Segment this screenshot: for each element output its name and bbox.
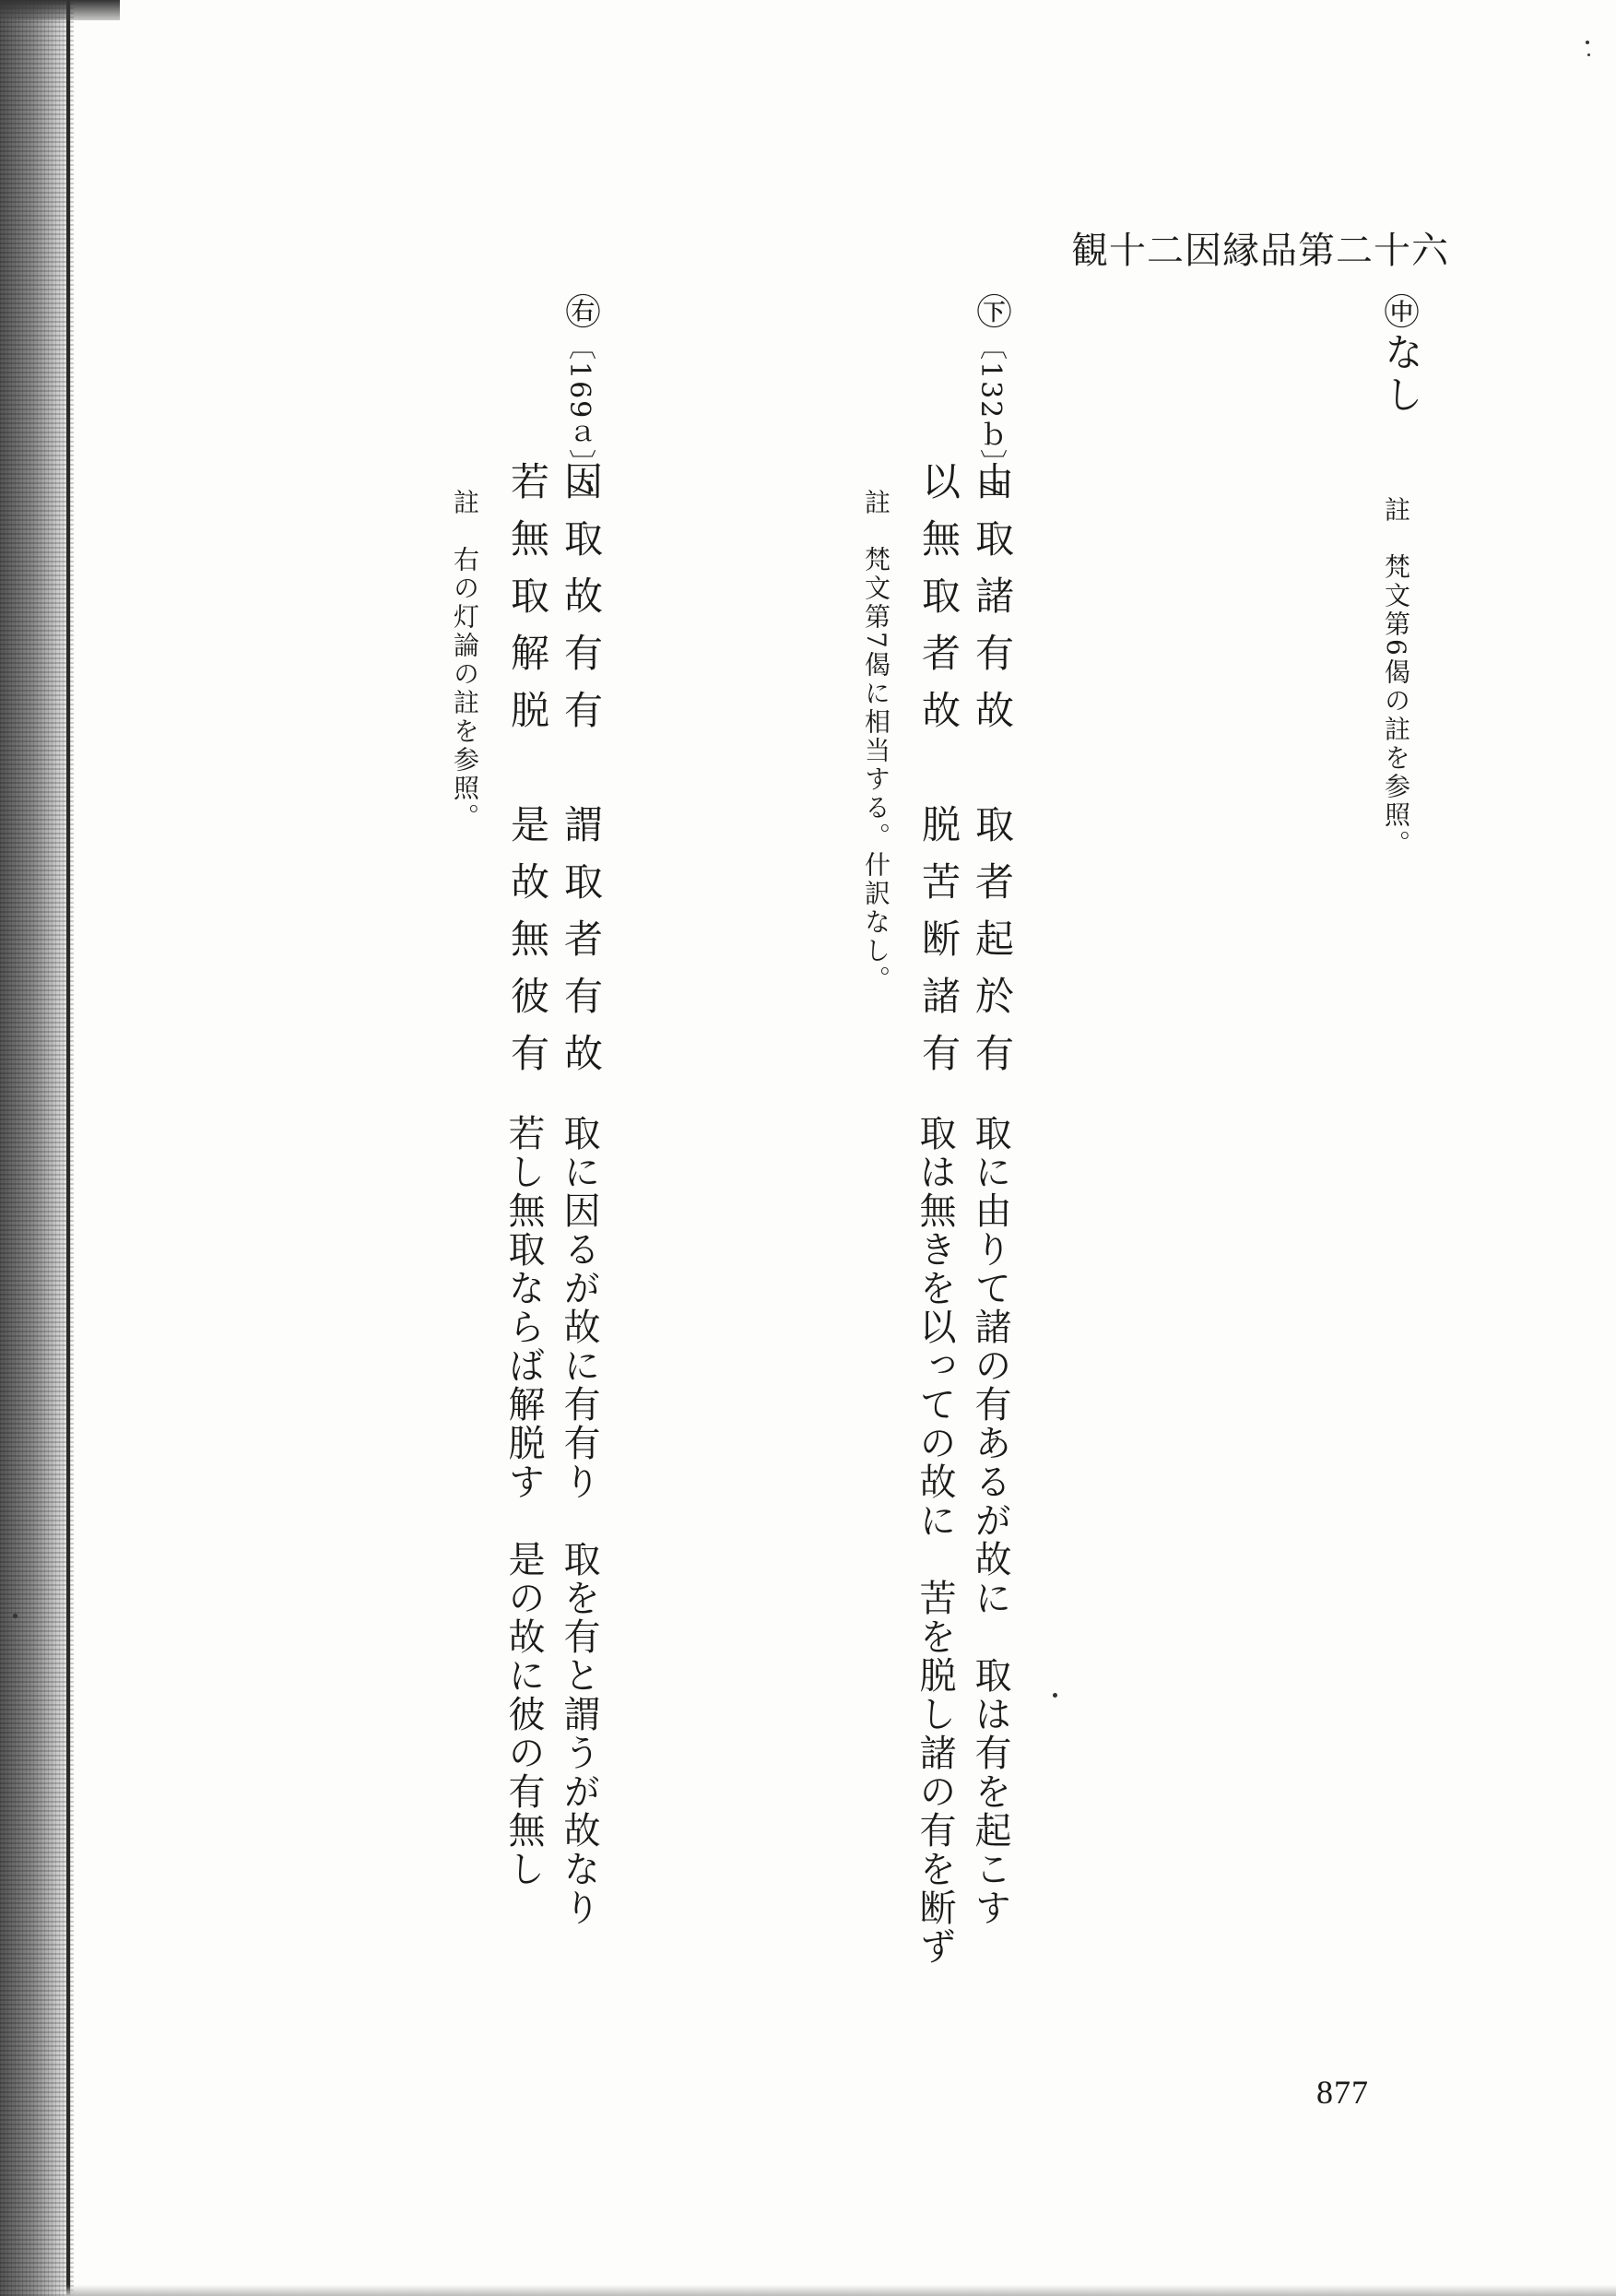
running-header: 観十二因縁品第二十六 bbox=[1071, 230, 1449, 272]
scan-speck bbox=[1053, 1693, 1057, 1698]
page-number: 877 bbox=[1316, 2074, 1369, 2111]
scan-speck bbox=[13, 1614, 18, 1618]
scan-speck bbox=[1586, 41, 1589, 44]
section-2-verse-line-1: 由取諸有故 取者起於有 bbox=[970, 461, 1015, 1090]
top-corner-shadow bbox=[0, 0, 120, 20]
section-1-verse: なし bbox=[1379, 332, 1424, 417]
binding-shadow bbox=[0, 0, 74, 2296]
section-1-marker: ㊥ bbox=[1378, 293, 1419, 328]
section-3-marker: ㊨ bbox=[560, 293, 600, 328]
binding-edge-line bbox=[66, 0, 70, 2296]
section-2-verse-line-2: 以無取者故 脱苦断諸有 bbox=[916, 461, 961, 1090]
section-2-reading-line-1: 取に由りて諸の有あるが故に 取は有を起こす bbox=[969, 1114, 1011, 1927]
section-2-reading-line-2: 取は無きを以っての故に 苦を脱し諸の有を断ず bbox=[914, 1114, 956, 1966]
section-3-reading-line-2: 若し無取ならば解脱す 是の故に彼の有無し bbox=[502, 1114, 545, 1888]
section-3-verse-line-1: 因取故有有 謂取者有故 bbox=[559, 461, 604, 1090]
section-2-reference: 〔132ｂ〕7 bbox=[974, 332, 1007, 499]
section-3-reference: 〔169ａ〕7 bbox=[563, 332, 596, 499]
section-2-marker: ㊦ bbox=[971, 293, 1011, 328]
section-3-verse-line-2: 若無取解脱 是故無彼有 bbox=[505, 461, 550, 1090]
scan-speck bbox=[1587, 53, 1590, 56]
section-3-reading-line-1: 取に因るが故に有有り 取を有と謂うが故なり bbox=[558, 1114, 600, 1927]
bottom-edge-shadow bbox=[66, 2285, 1616, 2296]
section-1-note: 註 梵文第6偈の註を参照。 bbox=[1381, 496, 1411, 858]
section-3-note: 註 右の灯論の註を参照。 bbox=[450, 489, 480, 832]
section-2-note: 註 梵文第7偈に相当する。什訳なし。 bbox=[861, 489, 891, 994]
